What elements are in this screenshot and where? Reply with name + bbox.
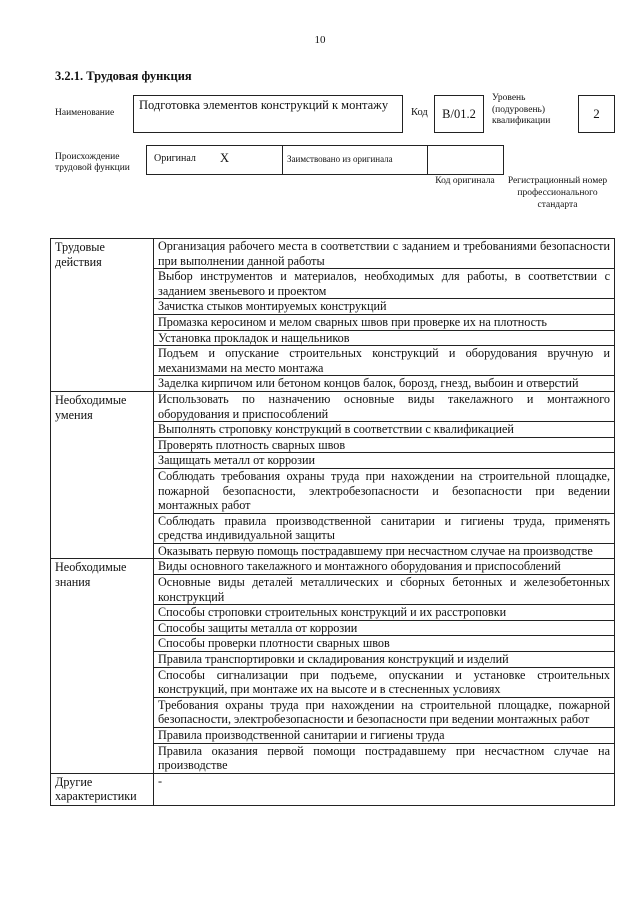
section-item: Правила оказания первой помощи пострадавшему при несчастном случае на производстве	[154, 743, 615, 773]
section-item: Защищать металл от коррозии	[154, 453, 615, 469]
section-item: Зачистка стыков монтируемых конструкций	[154, 299, 615, 315]
section-item: Выполнять строповку конструкций в соответствии с квалификацией	[154, 422, 615, 438]
page-number: 10	[314, 34, 326, 46]
section-category: Трудовые действия	[51, 239, 154, 392]
origin-label: Происхождение трудовой функции	[55, 152, 130, 173]
name-label: Наименование	[55, 108, 115, 118]
section-item: Основные виды деталей металлических и сборных бетонных и железобетонных конструкций	[154, 575, 615, 605]
code-original-caption: Код оригинала	[435, 176, 495, 186]
table-row	[51, 773, 615, 805]
section-item: Правила производственной санитарии и гигиены труда	[154, 728, 615, 744]
section-item: Правила транспортировки и складирования конструкций и изделий	[154, 652, 615, 668]
section-item: Проверять плотность сварных швов	[154, 437, 615, 453]
section-title: 3.2.1. Трудовая функция	[55, 69, 192, 83]
table-row	[51, 559, 615, 575]
function-name-value: Подготовка элементов конструкций к монтажу	[139, 98, 389, 112]
section-item: Виды основного такелажного и монтажного оборудования и приспособлений	[154, 559, 615, 575]
code-label: Код	[411, 107, 428, 118]
reg-number-caption: Регистрационный номер профессионального стандарта	[507, 176, 608, 210]
origin-divider-2	[427, 146, 428, 174]
code-value: В/01.2	[442, 107, 476, 121]
section-item: -	[154, 773, 615, 805]
table-row	[51, 239, 615, 269]
section-item: Требования охраны труда при нахождении на строительной площадке, пожарной безопасности, электробезопасности и безопасности при ведении монтажных работ	[154, 697, 615, 727]
section-item: Соблюдать требования охраны труда при нахождении на строительной площадке, пожарной безопасности, электробезопасности и безопасности при ведении монтажных работ	[154, 468, 615, 513]
code-box	[434, 95, 484, 133]
borrowed-label: Заимствовано из оригинала	[287, 154, 393, 164]
original-mark: X	[220, 151, 230, 165]
section-item: Заделка кирпичом или бетоном концов балок, борозд, гнезд, выбоин и отверстий	[154, 376, 615, 392]
section-category: Необходимые умения	[51, 391, 154, 559]
function-name-box	[133, 95, 403, 133]
section-item: Использовать по назначению основные виды такелажного и монтажного оборудования и приспособлений	[154, 391, 615, 421]
section-item: Подъем и опускание строительных конструкций и оборудования вручную и механизмами на место монтажа	[154, 346, 615, 376]
section-item: Установка прокладок и нащельников	[154, 330, 615, 346]
table-row	[51, 391, 615, 421]
section-item: Выбор инструментов и материалов, необходимых для работы, в соответствии с заданием звеньевого и проектом	[154, 269, 615, 299]
section-item: Способы сигнализации при подъеме, опускании и установке строительных конструкций, при монтаже их на высоте и в стесненных условиях	[154, 667, 615, 697]
origin-divider-1	[282, 146, 283, 174]
section-item: Способы строповки строительных конструкций и их расстроповки	[154, 605, 615, 621]
level-box	[578, 95, 615, 133]
section-category: Другие характеристики	[51, 773, 154, 805]
section-category: Необходимые знания	[51, 559, 154, 773]
section-item: Организация рабочего места в соответствии с заданием и требованиями безопасности при выполнении данной работы	[154, 239, 615, 269]
section-item: Оказывать первую помощь пострадавшему при несчастном случае на производстве	[154, 543, 615, 559]
section-item: Промазка керосином и мелом сварных швов при проверке их на плотность	[154, 314, 615, 330]
section-item: Способы проверки плотности сварных швов	[154, 636, 615, 652]
section-item: Способы защиты металла от коррозии	[154, 620, 615, 636]
level-label: Уровень (подуровень) квалификации	[492, 93, 551, 126]
section-item: Соблюдать правила производственной санитарии и гигиены труда, применять средства индивидуальной защиты	[154, 513, 615, 543]
function-table	[50, 238, 615, 806]
original-label: Оригинал	[154, 153, 196, 164]
level-value: 2	[593, 106, 600, 121]
